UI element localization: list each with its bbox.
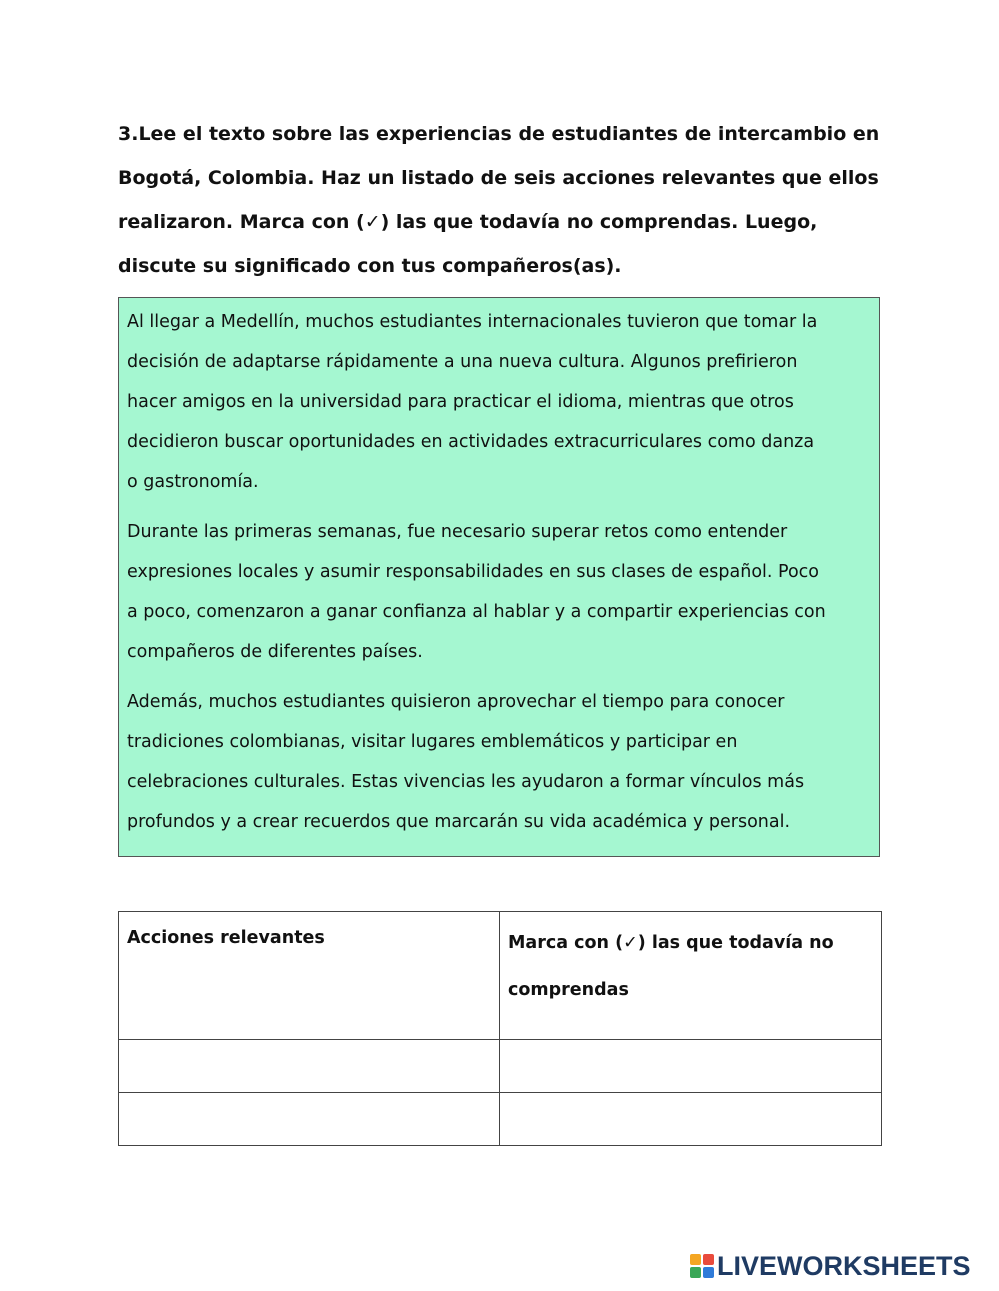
reading-line: o gastronomía. bbox=[127, 472, 259, 492]
reading-passage-box bbox=[118, 297, 880, 857]
liveworksheets-logo-text: LIVEWORKSHEETS bbox=[717, 1250, 971, 1281]
header-marca-check bbox=[500, 912, 882, 1040]
actions-table bbox=[118, 911, 882, 1146]
reading-line: tradiciones colombianas, visitar lugares emblemáticos y participar en bbox=[127, 732, 738, 752]
reading-line: compañeros de diferentes países. bbox=[127, 642, 423, 662]
instruction-line: realizaron. Marca con (✓) las que todavía no comprendas. Luego, bbox=[118, 211, 818, 233]
reading-line: Durante las primeras semanas, fue necesario superar retos como entender bbox=[127, 522, 788, 542]
action-answer-cell[interactable] bbox=[119, 1093, 500, 1146]
reading-line: Además, muchos estudiantes quisieron aprovechar el tiempo para conocer bbox=[127, 692, 785, 712]
reading-line: decisión de adaptarse rápidamente a una nueva cultura. Algunos prefirieron bbox=[127, 352, 798, 372]
instruction-line: discute su significado con tus compañeros(as). bbox=[118, 255, 622, 277]
header-acciones-relevantes: Acciones relevantes bbox=[119, 912, 500, 1040]
table-row bbox=[119, 1093, 882, 1146]
liveworksheets-logo bbox=[690, 1250, 971, 1282]
header-marca-line: comprendas bbox=[508, 980, 629, 1000]
reading-line: profundos y a crear recuerdos que marcarán su vida académica y personal. bbox=[127, 812, 791, 832]
instruction-text bbox=[118, 112, 888, 288]
liveworksheets-logo-icon bbox=[690, 1254, 714, 1278]
action-answer-cell[interactable] bbox=[119, 1040, 500, 1093]
reading-paragraph-3 bbox=[127, 682, 871, 842]
reading-line: celebraciones culturales. Estas vivencias les ayudaron a formar vínculos más bbox=[127, 772, 805, 792]
logo-mark-tile bbox=[690, 1254, 701, 1265]
reading-paragraph-2 bbox=[127, 512, 871, 672]
header-marca-line: Marca con (✓) las que todavía no bbox=[508, 933, 834, 953]
reading-line: expresiones locales y asumir responsabilidades en sus clases de español. Poco bbox=[127, 562, 819, 582]
check-answer-cell[interactable] bbox=[500, 1040, 882, 1093]
logo-mark-tile bbox=[703, 1254, 714, 1265]
check-answer-cell[interactable] bbox=[500, 1093, 882, 1146]
reading-line: Al llegar a Medellín, muchos estudiantes internacionales tuvieron que tomar la bbox=[127, 312, 818, 332]
table-header-row bbox=[119, 912, 882, 1040]
instruction-line: 3.Lee el texto sobre las experiencias de estudiantes de intercambio en bbox=[118, 123, 880, 145]
logo-mark-tile bbox=[703, 1267, 714, 1278]
reading-line: a poco, comenzaron a ganar confianza al hablar y a compartir experiencias con bbox=[127, 602, 826, 622]
reading-line: hacer amigos en la universidad para practicar el idioma, mientras que otros bbox=[127, 392, 794, 412]
reading-line: decidieron buscar oportunidades en actividades extracurriculares como danza bbox=[127, 432, 815, 452]
reading-paragraph-1 bbox=[127, 302, 871, 502]
logo-mark-tile bbox=[690, 1267, 701, 1278]
instruction-line: Bogotá, Colombia. Haz un listado de seis acciones relevantes que ellos bbox=[118, 167, 879, 189]
table-row bbox=[119, 1040, 882, 1093]
